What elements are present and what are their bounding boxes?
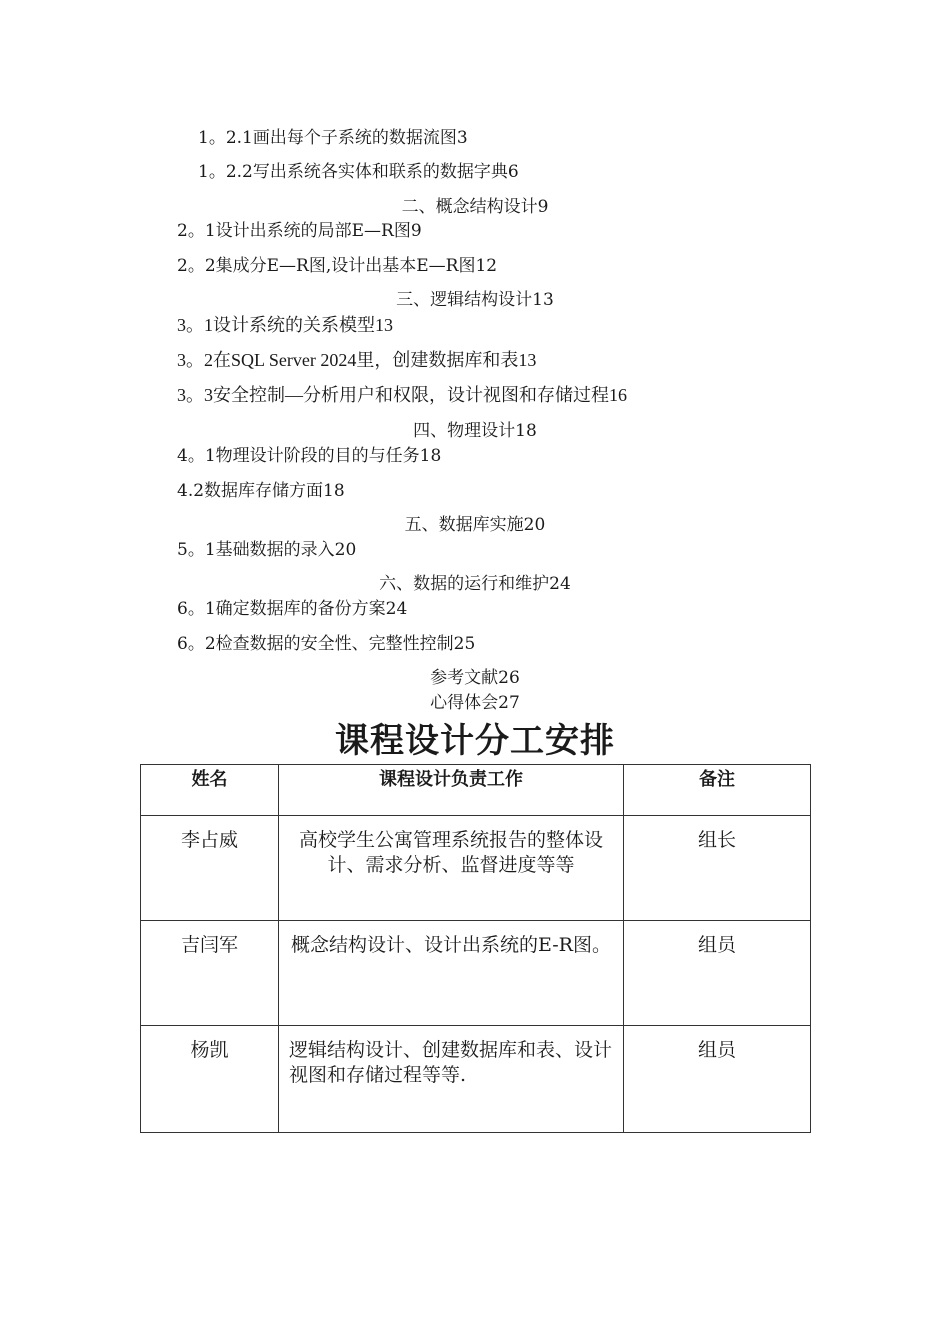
work-assignment-table [140, 764, 811, 1133]
toc-entry[interactable]: 3。2在SQL Server 2024里，创建数据库和表13 [177, 350, 537, 370]
toc-section-heading[interactable]: 四、物理设计18 [413, 421, 537, 441]
toc-entry[interactable]: 2。1设计出系统的局部E—R图9 [177, 221, 422, 241]
toc-entry[interactable]: 3。3安全控制—分析用户和权限，设计视图和存储过程16 [177, 385, 627, 405]
member-role: 组长 [624, 816, 811, 921]
toc-section-heading[interactable]: 二、概念结构设计9 [401, 197, 549, 217]
toc-entry[interactable]: 5。1基础数据的录入20 [177, 540, 357, 560]
toc-entry[interactable]: 3。1设计系统的关系模型13 [177, 315, 393, 335]
member-work: 逻辑结构设计、创建数据库和表、设计视图和存储过程等等. [279, 1026, 624, 1133]
toc-section-heading[interactable]: 三、逻辑结构设计13 [396, 290, 554, 310]
member-name: 杨凯 [141, 1026, 279, 1133]
toc-entry[interactable]: 2。2集成分E—R图,设计出基本E—R图12 [177, 256, 498, 276]
table-row [141, 921, 811, 1026]
header-work: 课程设计负责工作 [279, 765, 624, 816]
table-row [141, 816, 811, 921]
toc-reflections[interactable]: 心得体会27 [430, 693, 520, 713]
toc-references[interactable]: 参考文献26 [430, 668, 520, 688]
toc-section-heading[interactable]: 五、数据库实施20 [404, 515, 546, 535]
page-title: 课程设计分工安排 [335, 721, 615, 761]
toc-entry[interactable]: 1。2.1画出每个子系统的数据流图3 [198, 128, 468, 148]
member-role: 组员 [624, 921, 811, 1026]
toc-entry[interactable]: 4。1物理设计阶段的目的与任务18 [177, 446, 442, 466]
toc-entry[interactable]: 4.2数据库存储方面18 [177, 481, 345, 501]
toc-entry[interactable]: 1。2.2写出系统各实体和联系的数据字典6 [198, 162, 519, 182]
header-name: 姓名 [141, 765, 279, 816]
member-work: 概念结构设计、设计出系统的E-R图。 [279, 921, 624, 1026]
table-row [141, 1026, 811, 1133]
member-name: 李占威 [141, 816, 279, 921]
header-note: 备注 [624, 765, 811, 816]
toc-entry[interactable]: 6。2检查数据的安全性、完整性控制25 [177, 634, 476, 654]
toc-section-heading[interactable]: 六、数据的运行和维护24 [379, 574, 571, 594]
toc-entry[interactable]: 6。1确定数据库的备份方案24 [177, 599, 408, 619]
member-name: 吉闫军 [141, 921, 279, 1026]
table-header-row [141, 765, 811, 816]
member-work: 高校学生公寓管理系统报告的整体设计、需求分析、监督进度等等 [279, 816, 624, 921]
member-role: 组员 [624, 1026, 811, 1133]
